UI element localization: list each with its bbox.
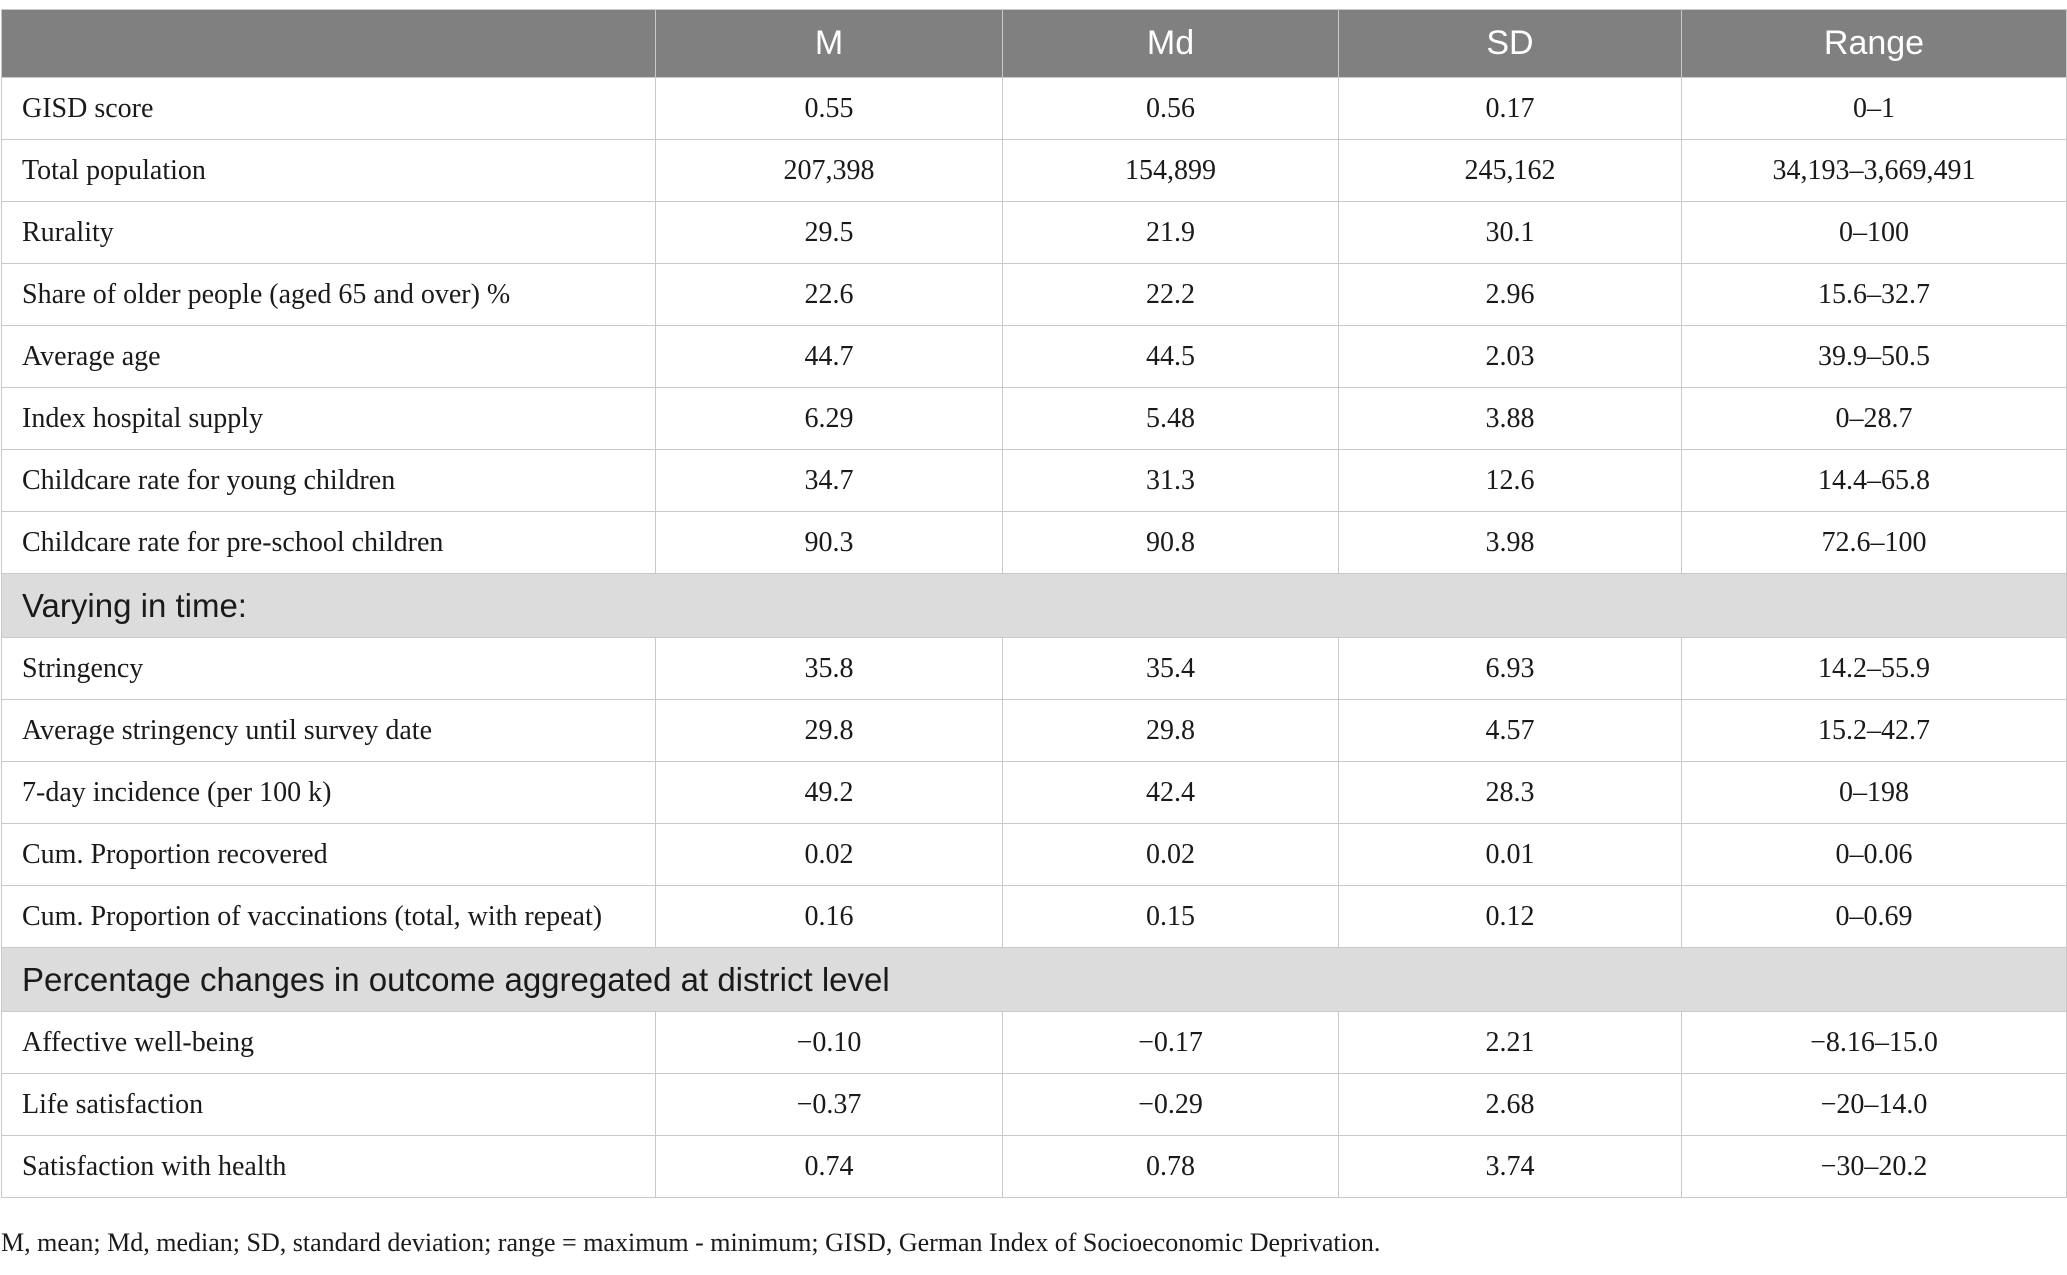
cell-variable: Cum. Proportion of vaccinations (total, with repeat) [2,886,656,948]
cell-variable: Affective well-being [2,1012,656,1074]
cell-range: 14.2–55.9 [1682,638,2067,700]
table-row [2,140,2067,202]
table-header-row [2,10,2067,78]
cell-sd: 12.6 [1339,450,1682,512]
cell-mean: −0.10 [656,1012,1003,1074]
table-row [2,1012,2067,1074]
cell-mean: 49.2 [656,762,1003,824]
cell-sd: 2.68 [1339,1074,1682,1136]
cell-sd: 0.12 [1339,886,1682,948]
section-label: Percentage changes in outcome aggregated at district level [2,948,2067,1012]
cell-variable: GISD score [2,78,656,140]
cell-range: 0–0.06 [1682,824,2067,886]
cell-sd: 30.1 [1339,202,1682,264]
section-label: Varying in time: [2,574,2067,638]
cell-mean: 0.55 [656,78,1003,140]
cell-range: −8.16–15.0 [1682,1012,2067,1074]
cell-mean: 22.6 [656,264,1003,326]
cell-variable: Total population [2,140,656,202]
section-header-row [2,574,2067,638]
cell-median: 0.78 [1003,1136,1339,1198]
cell-median: 5.48 [1003,388,1339,450]
cell-variable: Satisfaction with health [2,1136,656,1198]
cell-range: 14.4–65.8 [1682,450,2067,512]
table-row [2,450,2067,512]
cell-median: 154,899 [1003,140,1339,202]
cell-sd: 4.57 [1339,700,1682,762]
table-footnote: M, mean; Md, median; SD, standard deviation; range = maximum - minimum; GISD, German Index of Socioeconomic Deprivation. [1,1228,1381,1257]
cell-mean: 0.16 [656,886,1003,948]
cell-range: 34,193–3,669,491 [1682,140,2067,202]
cell-mean: 29.8 [656,700,1003,762]
cell-median: 42.4 [1003,762,1339,824]
cell-median: −0.29 [1003,1074,1339,1136]
cell-sd: 2.96 [1339,264,1682,326]
cell-sd: 0.17 [1339,78,1682,140]
table-row [2,78,2067,140]
cell-median: 90.8 [1003,512,1339,574]
cell-variable: Life satisfaction [2,1074,656,1136]
cell-variable: Cum. Proportion recovered [2,824,656,886]
cell-sd: 28.3 [1339,762,1682,824]
cell-range: 15.2–42.7 [1682,700,2067,762]
cell-mean: 0.02 [656,824,1003,886]
header-cell-median: Md [1003,10,1339,78]
cell-range: 72.6–100 [1682,512,2067,574]
cell-range: 15.6–32.7 [1682,264,2067,326]
cell-range: 0–100 [1682,202,2067,264]
cell-median: 29.8 [1003,700,1339,762]
cell-sd: 2.03 [1339,326,1682,388]
table-row [2,700,2067,762]
cell-median: 44.5 [1003,326,1339,388]
header-cell-range: Range [1682,10,2067,78]
cell-median: 31.3 [1003,450,1339,512]
table-row [2,1074,2067,1136]
table-row [2,512,2067,574]
cell-mean: 207,398 [656,140,1003,202]
cell-sd: 245,162 [1339,140,1682,202]
cell-range: 0–28.7 [1682,388,2067,450]
cell-mean: 90.3 [656,512,1003,574]
table-row [2,824,2067,886]
cell-range: 0–1 [1682,78,2067,140]
table-row [2,264,2067,326]
cell-range: −30–20.2 [1682,1136,2067,1198]
cell-range: 39.9–50.5 [1682,326,2067,388]
cell-variable: Rurality [2,202,656,264]
table-row [2,886,2067,948]
cell-variable: Index hospital supply [2,388,656,450]
cell-median: 21.9 [1003,202,1339,264]
cell-variable: Stringency [2,638,656,700]
header-cell-sd: SD [1339,10,1682,78]
cell-mean: 29.5 [656,202,1003,264]
cell-sd: 2.21 [1339,1012,1682,1074]
cell-mean: 0.74 [656,1136,1003,1198]
cell-sd: 0.01 [1339,824,1682,886]
table-row [2,326,2067,388]
cell-mean: 34.7 [656,450,1003,512]
cell-variable: Average stringency until survey date [2,700,656,762]
descriptive-statistics-table [1,9,2067,1198]
table-row [2,202,2067,264]
cell-median: 22.2 [1003,264,1339,326]
section-header-row [2,948,2067,1012]
cell-mean: 6.29 [656,388,1003,450]
cell-median: −0.17 [1003,1012,1339,1074]
cell-variable: 7-day incidence (per 100 k) [2,762,656,824]
cell-mean: −0.37 [656,1074,1003,1136]
header-cell-variable [2,10,656,78]
table-row [2,388,2067,450]
header-cell-mean: M [656,10,1003,78]
cell-variable: Childcare rate for pre-school children [2,512,656,574]
cell-variable: Childcare rate for young children [2,450,656,512]
cell-median: 35.4 [1003,638,1339,700]
table-row [2,1136,2067,1198]
table-row [2,762,2067,824]
cell-mean: 44.7 [656,326,1003,388]
cell-mean: 35.8 [656,638,1003,700]
cell-sd: 6.93 [1339,638,1682,700]
table-row [2,638,2067,700]
statistics-table-container [0,9,2067,1198]
cell-median: 0.56 [1003,78,1339,140]
cell-median: 0.02 [1003,824,1339,886]
cell-sd: 3.88 [1339,388,1682,450]
cell-median: 0.15 [1003,886,1339,948]
cell-range: 0–0.69 [1682,886,2067,948]
cell-sd: 3.74 [1339,1136,1682,1198]
cell-sd: 3.98 [1339,512,1682,574]
cell-variable: Average age [2,326,656,388]
cell-range: 0–198 [1682,762,2067,824]
cell-variable: Share of older people (aged 65 and over) % [2,264,656,326]
cell-range: −20–14.0 [1682,1074,2067,1136]
